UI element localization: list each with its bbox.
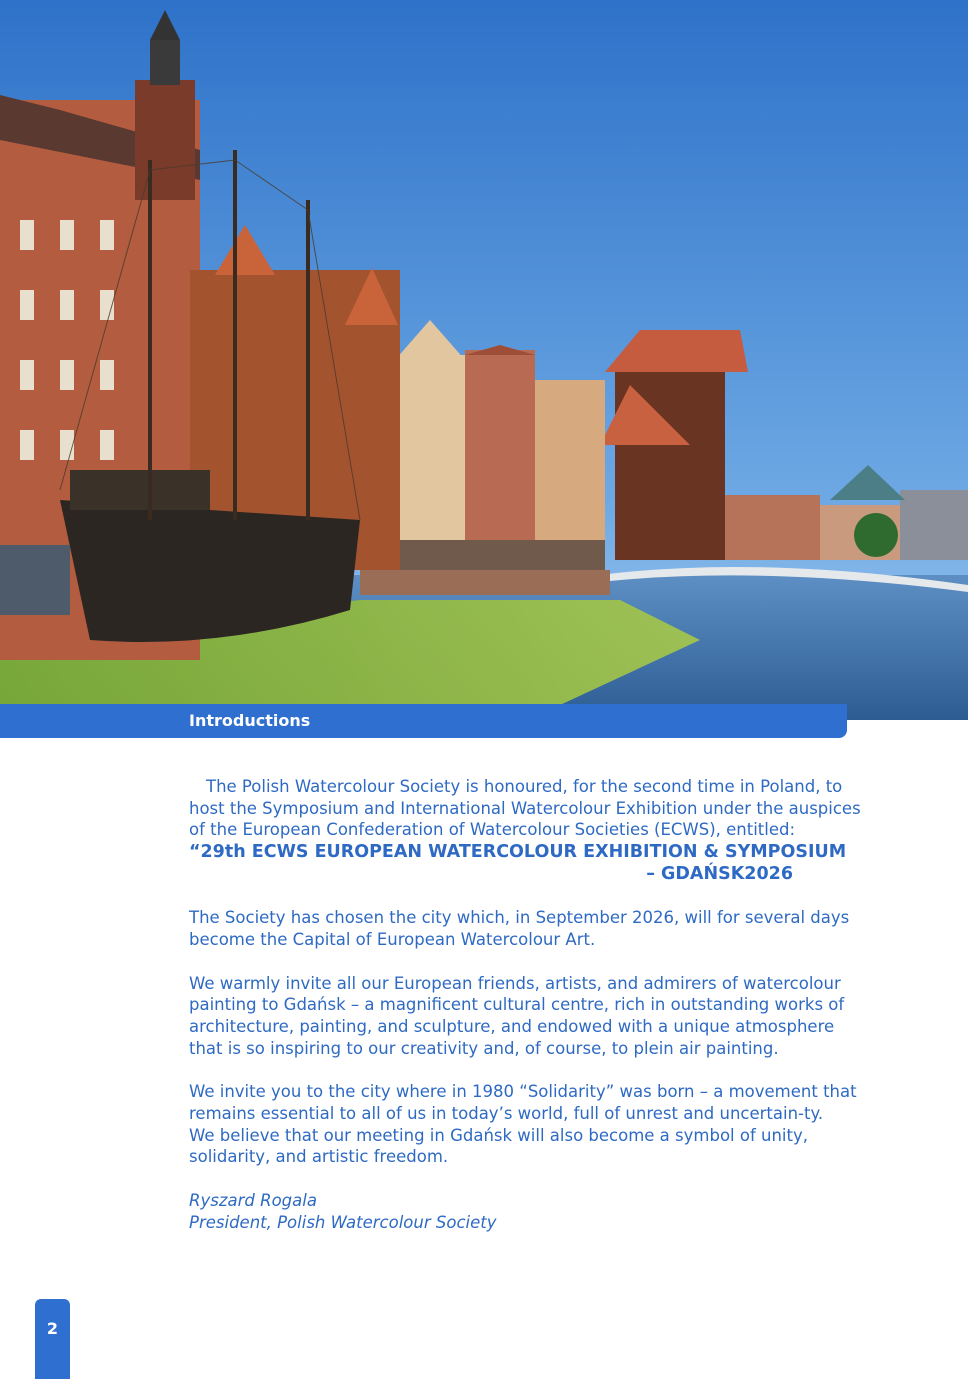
intro-paragraph-1: The Polish Watercolour Society is honoured, for the second time in Poland, to host the Symposium and International Watercolour Exhibition under the auspices of the European Confederation of Watercolour Societies (ECWS), entitled: [189, 777, 861, 840]
section-banner [0, 704, 847, 738]
signature-title: President, Polish Watercolour Society [189, 1212, 497, 1232]
exhibition-title-line-1: “29th ECWS EUROPEAN WATERCOLOUR EXHIBITION & SYMPOSIUM [189, 842, 847, 863]
section-title: Introductions [189, 711, 311, 730]
intro-paragraph-4: We invite you to the city where in 1980 “Solidarity” was born – a movement that remains essential to all of us in today’s world, full of unrest and uncertain-ty. [189, 1082, 857, 1124]
intro-paragraph-5: We believe that our meeting in Gdańsk will also become a symbol of unity, solidarity, and artistic freedom. [189, 1125, 808, 1167]
intro-paragraph-3: We warmly invite all our European friends, artists, and admirers of watercolour painting to Gdańsk – a magnificent cultural centre, rich in outstanding works of architecture, painting, and sculpture, and endowed with a unique atmosphere that is so inspiring to our creativity and, of course, to plein air painting. [189, 973, 845, 1058]
exhibition-title-line-2: – GDAŃSK2026 [646, 864, 793, 885]
page-number-tab [35, 1299, 70, 1379]
page-number: 2 [46, 1319, 59, 1338]
signature-name: Ryszard Rogala [189, 1191, 317, 1211]
intro-paragraph-2: The Society has chosen the city which, in September 2026, will for several days become the Capital of European Watercolour Art. [189, 908, 850, 949]
intro-text [189, 776, 865, 1234]
